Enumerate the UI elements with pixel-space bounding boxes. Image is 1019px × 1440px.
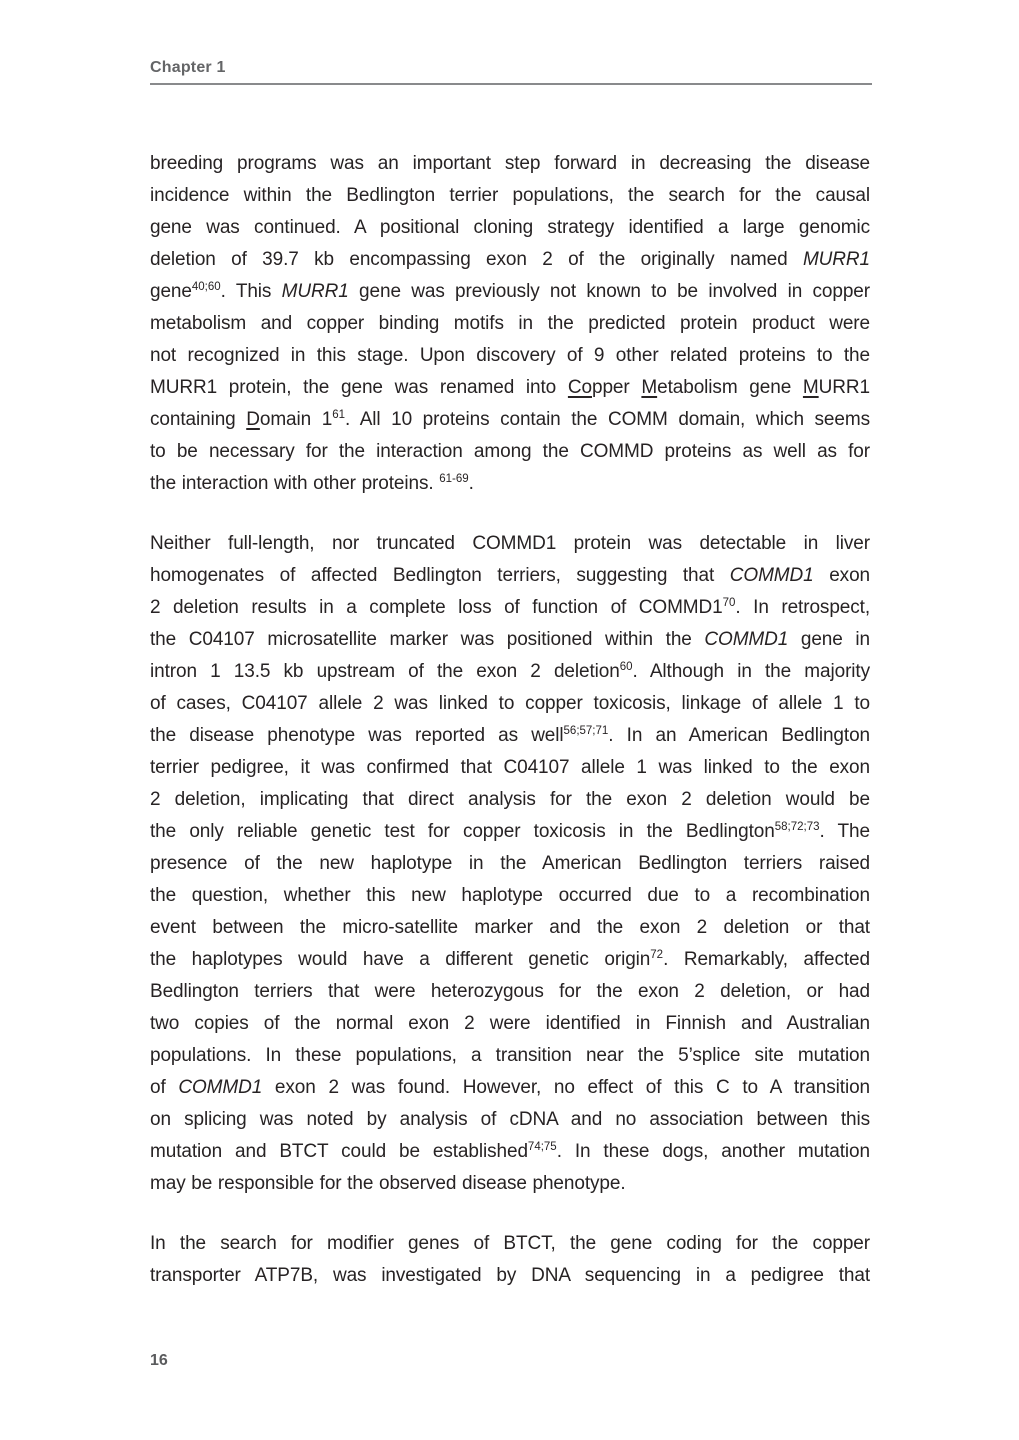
text-line — [150, 1228, 870, 1260]
text-line — [150, 944, 870, 976]
page-number: 16 — [150, 1352, 168, 1369]
paragraph — [150, 148, 870, 500]
text-run: populations. In these populations, a transition near the 5’splice site mutation — [150, 1045, 870, 1066]
text-run: the interaction with other proteins. — [150, 473, 440, 494]
text-run: two copies of the normal exon 2 were identified in Finnish and Australian — [150, 1013, 870, 1034]
text-line — [150, 880, 870, 912]
text-run: metabolism and copper binding motifs in the predicted protein product were — [150, 313, 870, 334]
text-run: transporter ATP7B, was investigated by DNA sequencing in a pedigree that — [150, 1265, 870, 1286]
text-run: . This — [220, 281, 282, 302]
citation-superscript: 60 — [619, 661, 633, 673]
text-run: pper — [592, 377, 642, 398]
text-line — [150, 656, 870, 688]
citation-superscript: 61 — [332, 409, 345, 421]
text-run: intron 1 13.5 kb upstream of the exon 2 deletion — [150, 661, 620, 682]
text-line — [150, 1104, 870, 1136]
text-run: . Remarkably, affected — [663, 949, 870, 970]
text-run: gene was continued. A positional cloning strategy identified a large genomic — [150, 217, 870, 238]
text-run: Neither full-length, nor truncated COMMD1 protein was detectable in liver — [150, 533, 870, 554]
text-run: etabolism gene — [657, 377, 803, 398]
text-run: not recognized in this stage. Upon discovery of 9 other related proteins to the — [150, 345, 870, 366]
text-run: URR1 — [818, 377, 870, 398]
text-run: . In retrospect, — [735, 597, 871, 618]
text-run: MURR1 — [281, 281, 349, 302]
text-run: omain 1 — [259, 409, 333, 430]
text-line — [150, 560, 870, 592]
text-run: of cases, C04107 allele 2 was linked to copper toxicosis, linkage of allele 1 to — [150, 693, 870, 714]
text-line — [150, 528, 870, 560]
text-line — [150, 276, 870, 308]
text-run: M — [802, 377, 819, 398]
text-line — [150, 180, 870, 212]
text-run: event between the micro-satellite marker and the exon 2 deletion or that — [150, 917, 870, 938]
citation-superscript: 72 — [650, 949, 664, 961]
text-run: the only reliable genetic test for copper toxicosis in the Bedlington — [150, 821, 775, 842]
text-line — [150, 784, 870, 816]
text-run: of — [150, 1077, 179, 1098]
text-run: . In an American Bedlington — [608, 725, 870, 746]
text-run: . The — [819, 821, 870, 842]
citation-superscript: 70 — [722, 597, 736, 609]
header-rule — [150, 83, 872, 85]
text-run: mutation and BTCT could be established — [150, 1141, 528, 1162]
text-run: terrier pedigree, it was confirmed that C04107 allele 1 was linked to the exon — [150, 757, 870, 778]
text-run: 2 deletion, implicating that direct analysis for the exon 2 deletion would be — [150, 789, 870, 810]
text-run: presence of the new haplotype in the American Bedlington terriers raised — [150, 853, 870, 874]
text-run: on splicing was noted by analysis of cDNA and no association between this — [150, 1109, 870, 1130]
text-run: . Although in the majority — [632, 661, 870, 682]
text-line — [150, 976, 870, 1008]
text-run: MURR1 protein, the gene was renamed into — [150, 377, 568, 398]
citation-superscript: 61-69 — [439, 473, 469, 485]
text-run: COMMD1 — [178, 1077, 263, 1098]
text-line — [150, 1260, 870, 1292]
text-line — [150, 592, 870, 624]
text-line — [150, 816, 870, 848]
body-text — [150, 148, 870, 1292]
text-line — [150, 912, 870, 944]
paragraph — [150, 1228, 870, 1292]
text-line — [150, 1136, 870, 1168]
text-run: deletion of 39.7 kb encompassing exon 2 of the originally named — [150, 249, 803, 270]
text-line — [150, 752, 870, 784]
text-run: to be necessary for the interaction among the COMMD proteins as well as for — [150, 441, 870, 462]
citation-superscript: 56;57;71 — [563, 725, 609, 737]
text-line — [150, 720, 870, 752]
text-run: In the search for modifier genes of BTCT, the gene coding for the copper — [150, 1233, 870, 1254]
citation-superscript: 58;72;73 — [774, 821, 820, 833]
text-line — [150, 1040, 870, 1072]
text-line — [150, 848, 870, 880]
text-run: may be responsible for the observed disease phenotype. — [150, 1173, 626, 1194]
text-run: the disease phenotype was reported as well — [150, 725, 564, 746]
chapter-header: Chapter 1 — [150, 59, 226, 76]
text-run: incidence within the Bedlington terrier populations, the search for the causal — [150, 185, 870, 206]
text-run: 2 deletion results in a complete loss of function of COMMD1 — [150, 597, 723, 618]
text-run: D — [246, 409, 260, 430]
text-run: the C04107 microsatellite marker was positioned within the — [150, 629, 705, 650]
text-run: Bedlington terriers that were heterozygous for the exon 2 deletion, or had — [150, 981, 870, 1002]
text-run: . All 10 proteins contain the COMM domain, which seems — [344, 409, 870, 430]
text-line — [150, 340, 870, 372]
text-run: the question, whether this new haplotype occurred due to a recombination — [150, 885, 870, 906]
text-run: exon — [813, 565, 870, 586]
text-run: COMMD1 — [704, 629, 789, 650]
text-line — [150, 436, 870, 468]
text-run: COMMD1 — [729, 565, 814, 586]
text-line — [150, 244, 870, 276]
text-run: gene in — [788, 629, 870, 650]
text-run: Co — [567, 377, 592, 398]
text-line — [150, 212, 870, 244]
text-run: gene — [150, 281, 192, 302]
text-run: MURR1 — [802, 249, 870, 270]
text-run: breeding programs was an important step forward in decreasing the disease — [150, 153, 870, 174]
text-line — [150, 624, 870, 656]
text-line — [150, 372, 870, 404]
text-run: gene was previously not known to be involved in copper — [348, 281, 871, 302]
text-run: homogenates of affected Bedlington terriers, suggesting that — [150, 565, 730, 586]
text-run: . In these dogs, another mutation — [556, 1141, 870, 1162]
text-run: the haplotypes would have a different genetic origin — [150, 949, 651, 970]
text-run: . — [468, 473, 474, 494]
text-line — [150, 1168, 870, 1200]
text-run: M — [641, 377, 658, 398]
text-line — [150, 688, 870, 720]
text-line — [150, 404, 870, 436]
paragraph — [150, 528, 870, 1200]
text-run: exon 2 was found. However, no effect of this C to A transition — [262, 1077, 871, 1098]
text-line — [150, 308, 870, 340]
text-line — [150, 148, 870, 180]
text-run: containing — [150, 409, 247, 430]
text-line — [150, 1008, 870, 1040]
text-line — [150, 468, 870, 500]
citation-superscript: 74;75 — [527, 1141, 557, 1153]
text-line — [150, 1072, 870, 1104]
citation-superscript: 40;60 — [191, 281, 221, 293]
